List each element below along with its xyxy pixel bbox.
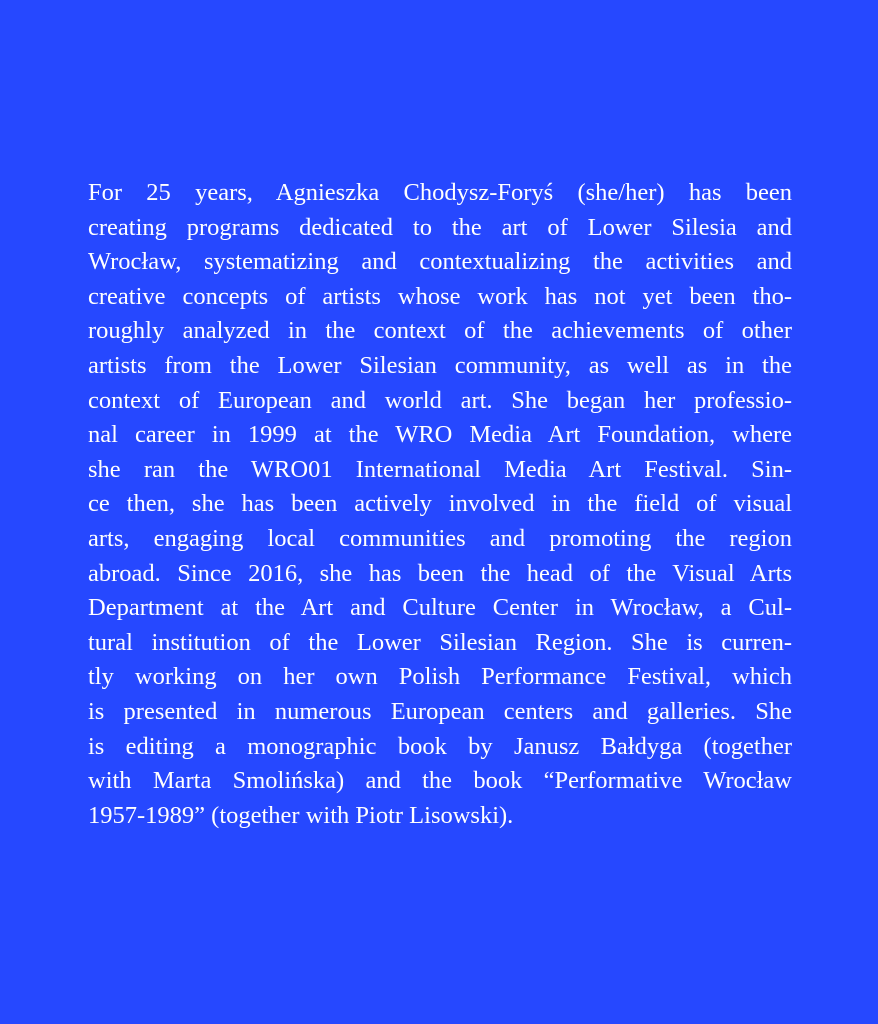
bio-line: For 25 years, Agnieszka Chodysz-Foryś (she/her) has been xyxy=(88,179,792,206)
bio-line: arts, engaging local communities and promoting the region xyxy=(88,524,792,552)
bio-line: roughly analyzed in the context of the achievements of other xyxy=(88,317,792,345)
bio-paragraph xyxy=(88,176,792,833)
bio-line: ce then, she has been actively involved in the field of visual xyxy=(88,490,792,518)
bio-line: 1957-1989” (together with Piotr Lisowski). xyxy=(88,801,514,829)
bio-line: she ran the WRO01 International Media Art Festival. Sin- xyxy=(88,455,792,483)
bio-line: nal career in 1999 at the WRO Media Art Foundation, where xyxy=(88,421,792,449)
bio-line: Department at the Art and Culture Center in Wrocław, a Cul- xyxy=(88,594,792,622)
bio-line: is editing a monographic book by Janusz Bałdyga (together xyxy=(88,732,792,760)
bio-line: creating programs dedicated to the art of Lower Silesia and xyxy=(88,213,792,241)
bio-line: tly working on her own Polish Performance Festival, which xyxy=(88,663,792,691)
bio-line: artists from the Lower Silesian community, as well as in the xyxy=(88,351,792,379)
bio-line: creative concepts of artists whose work has not yet been tho- xyxy=(88,282,792,310)
bio-line: tural institution of the Lower Silesian Region. She is curren- xyxy=(88,628,792,656)
bio-line: Wrocław, systematizing and contextualizing the activities and xyxy=(88,248,792,276)
bio-line: abroad. Since 2016, she has been the head of the Visual Arts xyxy=(88,559,792,587)
bio-line: with Marta Smolińska) and the book “Performative Wrocław xyxy=(88,767,792,795)
bio-line: context of European and world art. She began her professio- xyxy=(88,386,792,414)
bio-line: is presented in numerous European centers and galleries. She xyxy=(88,697,792,725)
